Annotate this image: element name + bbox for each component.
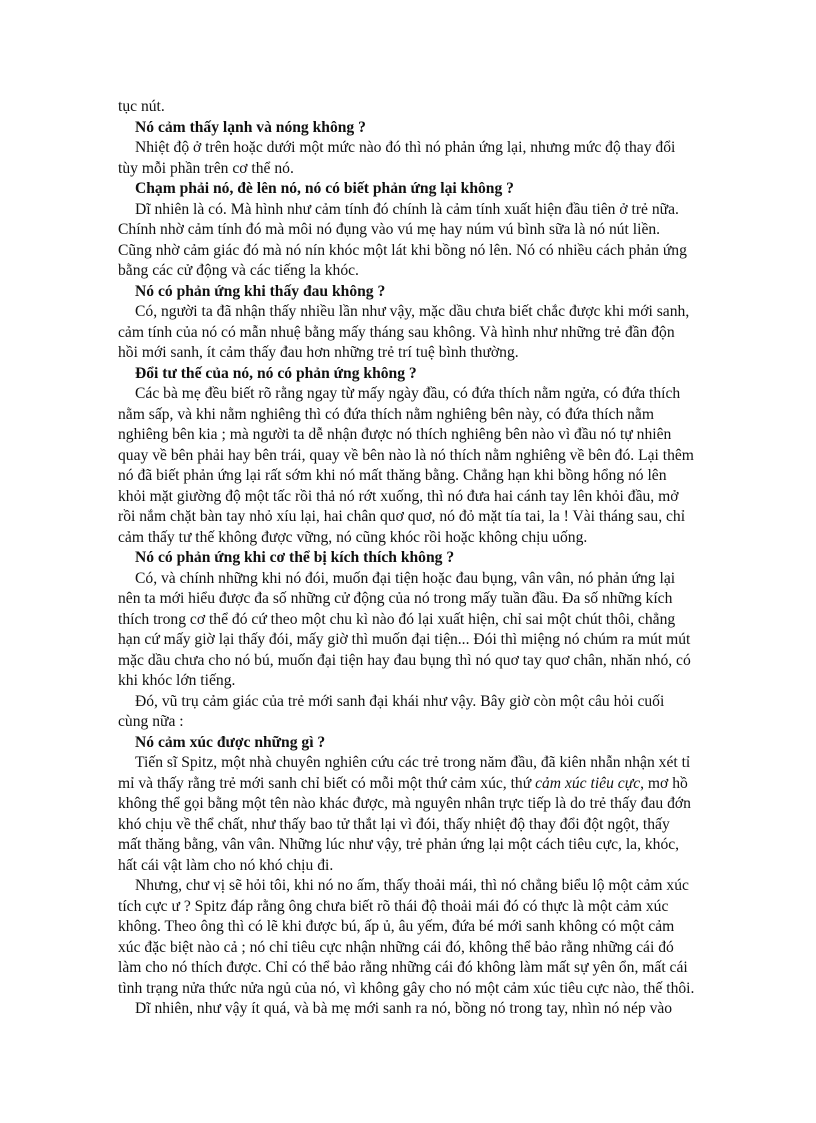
paragraph-positive-emotion: Nhưng, chư vị sẽ hỏi tôi, khi nó no ấm, thấy thoải mái, thì nó chẳng biểu lộ một cảm xúc tích cực ư ? Spitz đáp rằng ông chưa biết rõ thái độ thoải mái đó có thực là một cảm xúc không. Theo ông thì có lẽ khi được bú, ấp ủ, âu yếm, đứa bé mới sanh không có một cảm xúc đặc biệt nào cả ; nó chỉ tiêu cực nhận những cái đó, không thể bảo rằng những cái đó làm cho nó thích được. Chỉ có thể bảo rằng những cái đó không làm mất sự yên ổn, mất cái tình trạng nửa thức nửa ngủ của nó, vì không gây cho nó một cảm xúc tiêu cực nào, thế thôi. (118, 877, 695, 997)
heading-posture: Đổi tư thế của nó, nó có phản ứng không ? (135, 364, 417, 382)
document-page (118, 97, 696, 1020)
paragraph-spitz (118, 753, 696, 876)
paragraph-stimulus: Có, và chính những khi nó đói, muốn đại tiện hoặc đau bụng, vân vân, nó phản ứng lại nên ta mới hiểu được đa số những cử động của nó trong mấy tuần đầu. Đa số những kích thích trong cơ thể đó cứ theo một chu kì nào đó lại xuất hiện, chỉ sai một chút thôi, chẳng hạn cứ mấy giờ lại thấy đói, mấy giờ thì muốn đại tiện... Đói thì miệng nó chúm ra mút mút mặc dầu chưa cho nó bú, muốn đại tiện hay đau bụng thì nó quơ tay quơ chân, nhăn nhó, có khi khóc lớn tiếng. (118, 569, 691, 689)
paragraph-spitz-part-2: , mơ hồ không thể gọi bằng một tên nào khác được, mà nguyên nhân trực tiếp là do trẻ thấy đau đớn khó chịu về thể chất, như thấy bao tử thắt lại vì đói, thấy nhiệt độ thay đổi đột ngột, thấy mất thăng bằng, vân vân. Những lúc như vậy, trẻ phản ứng lại một cách tiêu cực, la, khóc, hất cái vật làm cho nó khó chịu đi. (118, 774, 691, 874)
paragraph-final: Dĩ nhiên, như vậy ít quá, và bà mẹ mới sanh ra nó, bồng nó trong tay, nhìn nó nép vào (135, 1000, 673, 1017)
heading-pain: Nó có phản ứng khi thấy đau không ? (135, 282, 386, 300)
heading-touch: Chạm phải nó, đè lên nó, nó có biết phản ứng lại không ? (135, 180, 514, 197)
paragraph-continuation: tục nút. (118, 98, 165, 115)
paragraph-sensory-universe: Đó, vũ trụ cảm giác của trẻ mới sanh đại khái như vậy. Bây giờ còn một câu hỏi cuối cùng nữa : (118, 692, 665, 730)
heading-emotions: Nó cảm xúc được những gì ? (135, 733, 326, 751)
paragraph-spitz-part-1: Tiến sĩ Spitz, một nhà chuyên nghiên cứu các trẻ trong năm đầu, đã kiên nhẫn nhận xét tỉ mỉ và thấy rằng trẻ mới sanh chỉ biết có mỗi một thứ cảm xúc, thứ (118, 754, 691, 792)
paragraph-pain: Có, người ta đã nhận thấy nhiều lần như vậy, mặc dầu chưa biết chắc được khi mới sanh, cảm tính của nó có mẫn nhuệ bằng mấy tháng sau không. Và hình như những trẻ đần độn hồi mới sanh, ít cảm thấy đau hơn những trẻ trí tuệ bình thường. (118, 303, 690, 361)
heading-cold-hot: Nó cảm thấy lạnh và nóng không ? (135, 118, 366, 136)
paragraph-touch: Dĩ nhiên là có. Mà hình như cảm tính đó chính là cảm tính xuất hiện đầu tiên ở trẻ nữa. Chính nhờ cảm tính đó mà môi nó đụng vào vú mẹ hay núm vú bình sữa là nó nút liền. Cũng nhờ cảm giác đó mà nó nín khóc một lát khi bồng nó lên. Nó có nhiều cách phản ứng bằng các cử động và các tiếng la khóc. (118, 200, 687, 279)
paragraph-temperature: Nhiệt độ ở trên hoặc dưới một mức nào đó thì nó phản ứng lại, nhưng mức độ thay đổi tùy mỗi phần trên cơ thể nó. (118, 139, 676, 177)
emphasis-negative-emotion: cảm xúc tiêu cực (535, 774, 641, 792)
paragraph-posture: Các bà mẹ đều biết rõ rằng ngay từ mấy ngày đầu, có đứa thích nằm ngửa, có đứa thích nằm sấp, và khi nằm nghiêng thì có đứa thích nằm nghiêng bên này, có đứa thích nằm nghiêng bên kia ; mà người ta dễ nhận được nó thích nghiêng bên nào vì đầu nó tự nhiên quay về bên phải hay bên trái, quay về bên nào là nó thích nằm nghiêng về bên đó. Lại thêm nó đã biết phản ứng lại rất sớm khi nó mất thăng bằng. Chẳng hạn khi bồng hổng nó lên khỏi mặt giường độ một tấc rồi thả nó rớt xuống, thì nó đưa hai cánh tay lên khỏi đầu, mở rồi nắm chặt bàn tay nhỏ xíu lại, hai chân quơ quơ, nó đỏ mặt tía tai, la ! Vài tháng sau, chỉ cảm thấy tư thế không được vững, nó cũng khóc rồi hoặc không chịu uống. (118, 385, 694, 546)
heading-stimulus: Nó có phản ứng khi cơ thể bị kích thích không ? (135, 549, 455, 566)
